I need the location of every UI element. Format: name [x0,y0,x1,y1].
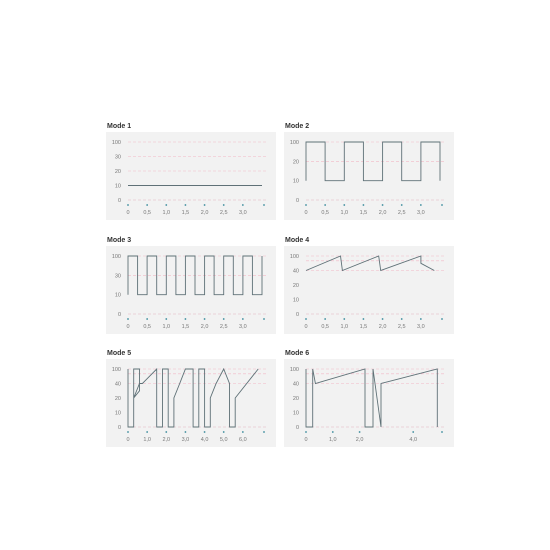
x-tick-label: 1,0 [340,324,349,330]
x-tick-dot [223,431,225,433]
x-tick-label: 1,0 [143,437,151,443]
plot-area [284,132,454,220]
x-tick-label: 0 [126,437,130,443]
x-tick-dot [441,318,443,320]
x-tick-dot [146,204,148,206]
x-tick-dot [204,431,206,433]
y-tick-label: 20 [292,283,299,289]
y-tick-label: 10 [292,297,299,304]
x-tick-label: 3,0 [181,437,190,443]
x-tick-label: 3,0 [239,324,247,330]
y-tick-label: 0 [117,425,121,431]
x-tick-dot [185,204,187,206]
x-tick-label: 2,0 [200,210,209,216]
x-tick-dot [242,204,244,206]
x-tick-dot [441,431,443,433]
x-tick-dot [359,431,361,433]
x-tick-label: 3,0 [417,210,425,216]
x-tick-dot [242,318,244,320]
y-tick-label: 40 [114,381,121,388]
y-tick-label: 20 [114,396,121,402]
chart-panel-2 [284,122,454,220]
chart-svg [106,246,276,334]
y-tick-label: 10 [114,183,121,190]
chart-panel-1 [106,122,276,220]
y-tick-label: 10 [114,292,121,299]
x-tick-label: 2,0 [162,437,171,443]
x-tick-dot [223,204,225,206]
x-tick-dot [127,318,129,320]
x-tick-dot [412,431,414,433]
y-tick-label: 20 [292,159,299,166]
plot-area [106,132,276,220]
y-tick-label: 100 [111,254,121,260]
y-tick-label: 10 [292,178,299,185]
x-tick-dot [127,431,129,433]
y-tick-label: 100 [111,140,121,146]
x-tick-label: 0 [304,210,308,216]
plot-area [106,246,276,334]
x-tick-dot [185,431,187,433]
x-tick-dot [146,431,148,433]
y-tick-label: 20 [114,169,121,175]
x-tick-label: 4,0 [200,437,209,443]
y-tick-label: 20 [292,396,299,402]
x-tick-label: 0 [304,437,308,443]
x-tick-dot [165,204,167,206]
x-tick-label: 5,0 [219,437,228,443]
x-tick-dot [382,318,384,320]
y-tick-label: 10 [114,410,121,417]
x-tick-label: 0,5 [143,210,151,216]
x-tick-dot [343,204,345,206]
x-tick-dot [324,204,326,206]
x-tick-dot [242,431,244,433]
x-tick-label: 4,0 [409,437,418,443]
x-tick-label: 0,5 [321,324,329,330]
x-tick-label: 6,0 [239,437,247,443]
x-tick-dot [223,318,225,320]
x-tick-label: 0 [304,324,308,330]
signal-series-line [306,369,437,427]
y-tick-label: 0 [117,198,121,204]
chart-svg [284,359,454,447]
chart-svg [284,246,454,334]
x-tick-dot [401,318,403,320]
chart-title: Mode 3 [107,237,132,244]
chart-title: Mode 5 [107,350,132,357]
x-tick-dot [420,204,422,206]
x-tick-label: 2,0 [200,324,209,330]
x-tick-dot [204,204,206,206]
x-tick-label: 0 [126,324,130,330]
plot-area [284,359,454,447]
x-tick-label: 3,0 [417,324,425,330]
x-tick-dot [127,204,129,206]
x-tick-dot [165,318,167,320]
x-tick-label: 0,5 [143,324,151,330]
x-tick-label: 0,5 [321,210,329,216]
chart-title: Mode 6 [285,350,310,357]
x-tick-label: 2,0 [378,210,387,216]
x-tick-dot [305,204,307,206]
x-tick-dot [382,204,384,206]
x-tick-label: 2,5 [219,210,228,216]
x-tick-dot [263,431,265,433]
chart-svg [284,132,454,220]
y-tick-label: 30 [114,154,121,161]
x-tick-dot [332,431,334,433]
chart-title: Mode 4 [285,237,310,244]
y-tick-label: 100 [289,367,299,373]
signal-series-line [306,256,434,271]
plot-area [106,359,276,447]
y-tick-label: 0 [295,198,299,204]
x-tick-label: 2,5 [397,324,406,330]
x-tick-dot [185,318,187,320]
y-tick-label: 100 [111,367,121,373]
x-tick-dot [363,204,365,206]
x-tick-label: 0 [126,210,130,216]
y-tick-label: 30 [114,273,121,280]
x-tick-dot [305,318,307,320]
x-tick-dot [401,204,403,206]
x-tick-label: 1,0 [340,210,349,216]
chart-svg [106,132,276,220]
x-tick-dot [204,318,206,320]
y-tick-label: 40 [292,381,299,388]
x-tick-label: 1,5 [359,324,368,330]
chart-svg [106,359,276,447]
x-tick-dot [363,318,365,320]
y-tick-label: 100 [289,254,299,260]
x-tick-dot [305,431,307,433]
plot-area [284,246,454,334]
y-tick-label: 0 [295,425,299,431]
x-tick-label: 1,0 [162,210,171,216]
x-tick-dot [441,204,443,206]
x-tick-label: 1,5 [181,210,190,216]
y-tick-label: 0 [295,312,299,318]
chart-title: Mode 2 [285,123,310,130]
x-tick-label: 2,5 [397,210,406,216]
x-tick-dot [420,318,422,320]
x-tick-label: 1,0 [162,324,171,330]
x-tick-label: 1,5 [181,324,190,330]
x-tick-dot [146,318,148,320]
chart-panel-5 [106,349,276,447]
y-tick-label: 100 [289,140,299,146]
chart-title: Mode 1 [107,123,132,130]
chart-panel-6 [284,349,454,447]
y-tick-label: 40 [292,268,299,275]
y-tick-label: 0 [117,312,121,318]
x-tick-label: 2,0 [355,437,364,443]
x-tick-label: 1,0 [328,437,337,443]
x-tick-dot [263,318,265,320]
x-tick-dot [263,204,265,206]
signal-series-line [128,369,258,427]
x-tick-dot [324,318,326,320]
x-tick-dot [343,318,345,320]
x-tick-label: 2,0 [378,324,387,330]
x-tick-dot [165,431,167,433]
chart-panel-3 [106,236,276,334]
x-tick-label: 2,5 [219,324,228,330]
x-tick-label: 3,0 [239,210,247,216]
y-tick-label: 10 [292,410,299,417]
chart-panel-4 [284,236,454,334]
x-tick-label: 1,5 [359,210,368,216]
